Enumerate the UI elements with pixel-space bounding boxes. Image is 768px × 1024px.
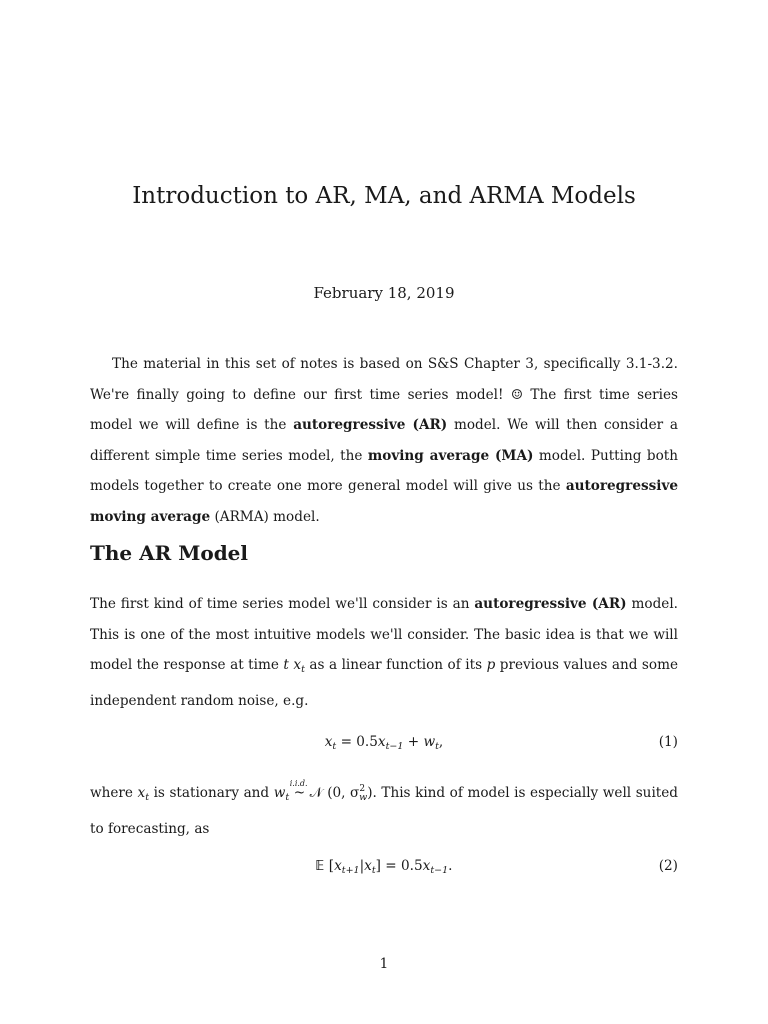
smiley-icon: ☺	[510, 386, 524, 403]
iid-tilde: i.i.d. ~	[289, 779, 308, 801]
stationarity-paragraph: where $x_t$ is stationary and $w_t$ i.i.d. ~ 𝒩 (0, $\sigma^2_w$). This kind of model is especially well suited to forecasting, as	[90, 779, 678, 837]
section-heading: The AR Model	[90, 541, 248, 565]
equation-1-number: (1)	[658, 734, 678, 750]
equation-1-expression: $x_t = 0.5x_{t-1} + w_t$,	[324, 734, 444, 752]
equation-1	[90, 734, 678, 756]
equation-2-expression: 𝔼 $[x_{t+1}|x_t] = 0.5x_{t-1}$.	[315, 858, 453, 876]
ar-model-paragraph: The first kind of time series model we'll consider is an autoregressive (AR) model. This is one of the most intuitive models we'll consider. The basic idea is that we will model the response at time t $x_t$ as a linear function of its p previous values and some independent random noise, e.g.	[90, 596, 679, 709]
equation-2	[90, 858, 678, 880]
document-title: Introduction to AR, MA, and ARMA Models	[132, 183, 636, 210]
document-date: February 18, 2019	[313, 284, 455, 302]
intro-paragraph: The material in this set of notes is based on S&S Chapter 3, specifically 3.1-3.2. We're finally going to define our first time series model! ☺ The first time series model we will define is the autoregressive (AR) model. We will then consider a different simple time series model, the moving average (MA) model. Putting both models together to create one more general model will give us the autoregressive moving average (ARMA) model.	[90, 356, 679, 525]
page-number: 1	[379, 956, 389, 972]
equation-2-number: (2)	[658, 858, 678, 874]
